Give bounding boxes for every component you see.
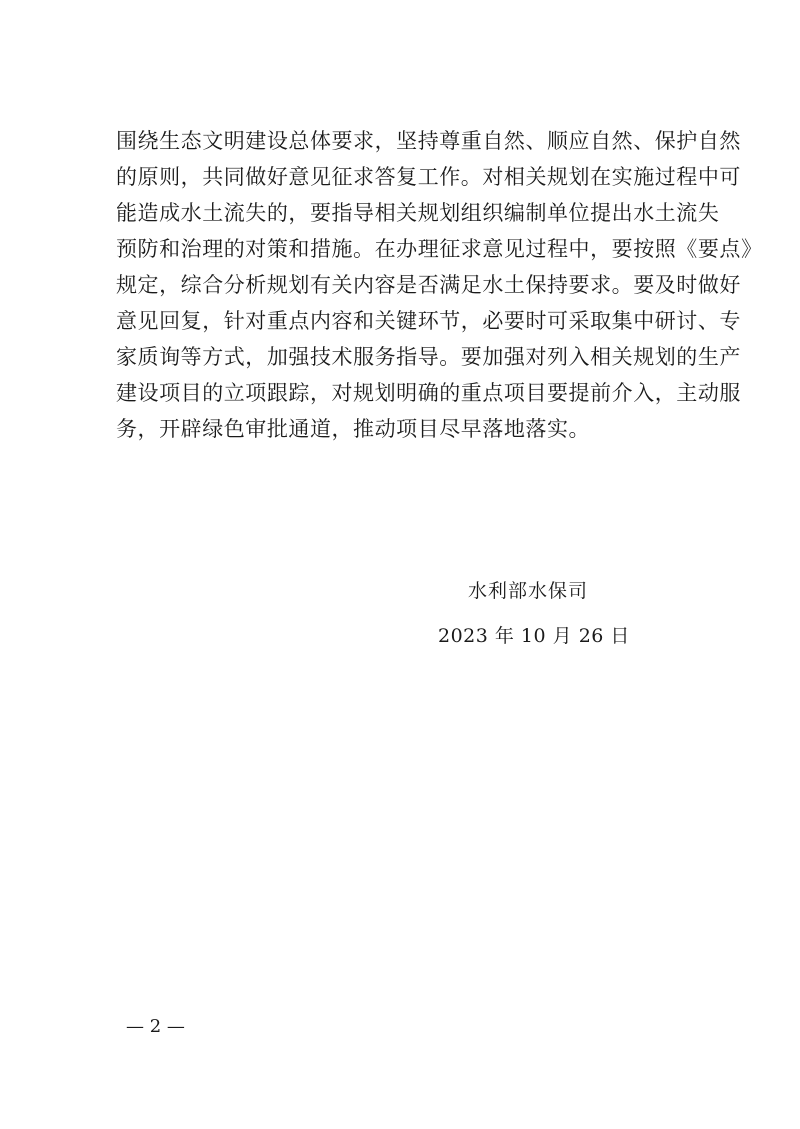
body-line-8: 建设项目的立项跟踪，对规划明确的重点项目要提前介入，主动服 [116, 381, 741, 405]
body-line-6: 意见回复，针对重点内容和关键环节，必要时可采取集中研讨、专 [116, 309, 741, 333]
body-line-4: 预防和治理的对策和措施。在办理征求意见过程中，要按照《要点》 [116, 237, 763, 261]
page-number: — 2 — [126, 1016, 185, 1037]
body-line-3: 能造成水土流失的，要指导相关规划组织编制单位提出水土流失 [116, 201, 720, 225]
body-paragraph [116, 123, 763, 447]
body-line-2: 的原则，共同做好意见征求答复工作。对相关规划在实施过程中可 [116, 165, 741, 189]
issuer-signature: 水利部水保司 [468, 580, 589, 602]
body-line-9: 务，开辟绿色审批通道，推动项目尽早落地落实。 [116, 417, 591, 441]
body-line-5: 规定，综合分析规划有关内容是否满足水土保持要求。要及时做好 [116, 273, 741, 297]
body-line-1: 围绕生态文明建设总体要求，坚持尊重自然、顺应自然、保护自然 [116, 129, 741, 153]
body-line-7: 家质询等方式，加强技术服务指导。要加强对列入相关规划的生产 [116, 345, 741, 369]
issue-date: 2023 年 10 月 26 日 [438, 625, 630, 647]
